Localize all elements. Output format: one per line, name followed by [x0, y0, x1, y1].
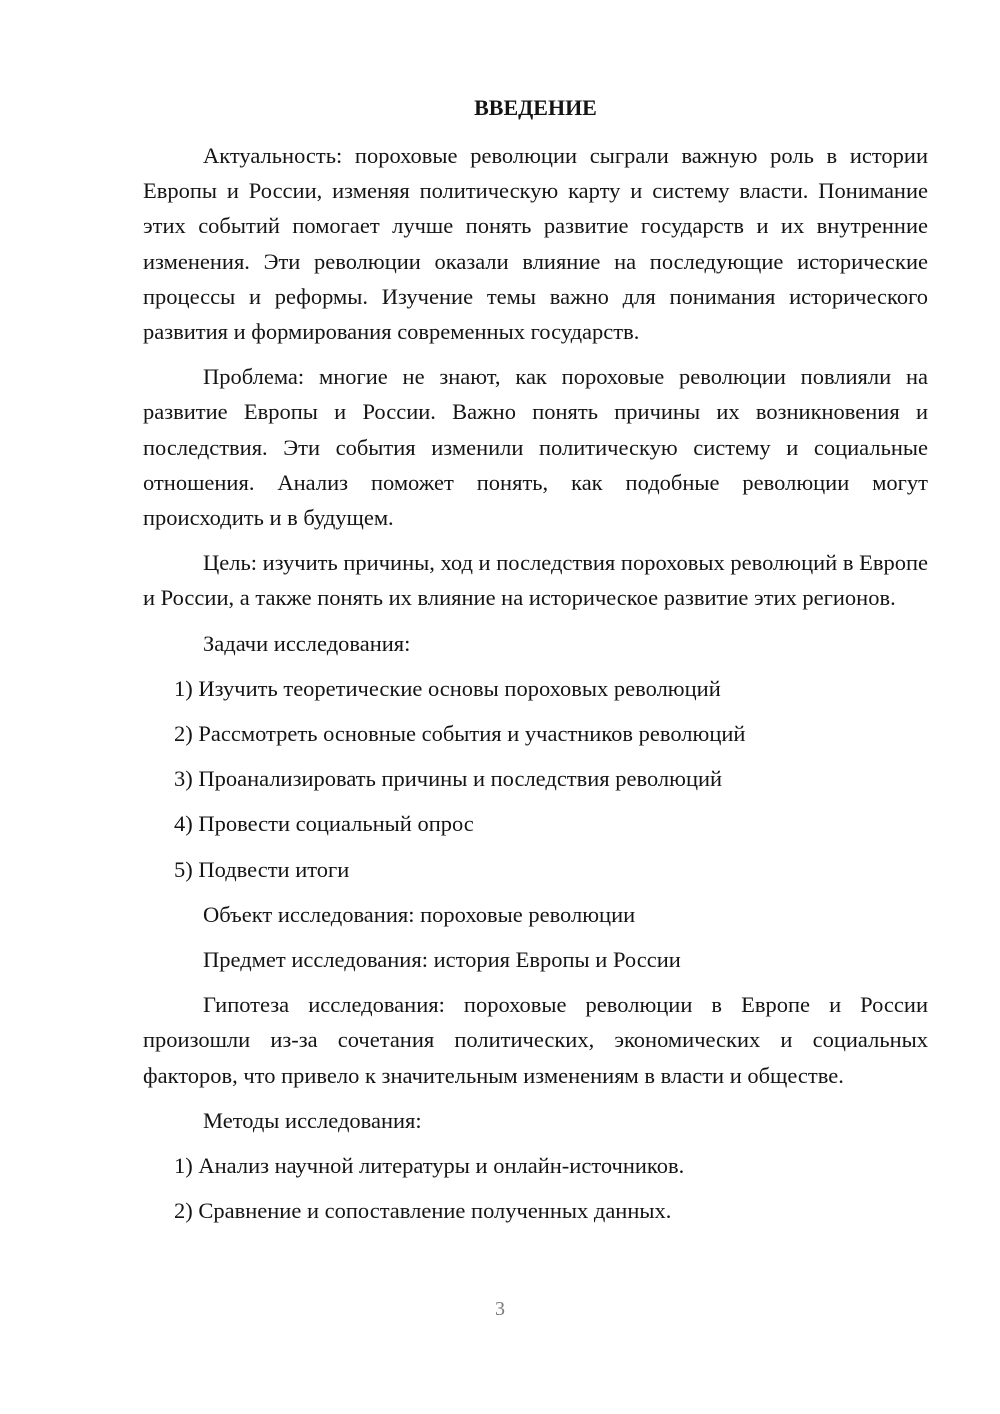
hypothesis-paragraph: Гипотеза исследования: пороховые революции в Европе и России произошли из-за сочетания политических, экономических и социальных факторов, что привело к значительным изменениям в власти и обществе.: [143, 992, 928, 1088]
task-item: 5) Подвести итоги: [174, 856, 350, 882]
task-item: 2) Рассмотреть основные события и участников революций: [174, 721, 746, 747]
research-subject: Предмет исследования: история Европы и России: [203, 947, 681, 973]
methods-list: [143, 1148, 928, 1228]
research-object: Объект исследования: пороховые революции: [203, 901, 636, 927]
goal-paragraph: Цель: изучить причины, ход и последствия пороховых революций в Европе и России, а также понять их влияние на историческое развитие этих регионов.: [143, 550, 928, 611]
tasks-heading: Задачи исследования:: [203, 630, 411, 656]
task-item: 1) Изучить теоретические основы пороховых революций: [174, 675, 721, 701]
relevance-paragraph: Актуальность: пороховые революции сыграли важную роль в истории Европы и России, изменяя политическую карту и систему власти. Понимание этих событий помогает лучше понять развитие государств и их внутренние изменения. Эти революции оказали влияние на последующие исторические процессы и реформы. Изучение темы важно для понимания исторического развития и формирования современных государств.: [143, 143, 928, 345]
document-page: [143, 92, 928, 1238]
page-number: 3: [495, 1298, 505, 1320]
problem-paragraph: Проблема: многие не знают, как пороховые революции повлияли на развитие Европы и России. Важно понять причины их возникновения и последствия. Эти события изменили политическую систему и социальные отношения. Анализ поможет понять, как подобные революции могут происходить и в будущем.: [143, 364, 928, 531]
methods-heading: Методы исследования:: [203, 1107, 422, 1133]
tasks-list: [143, 671, 928, 887]
method-item: 1) Анализ научной литературы и онлайн-источников.: [174, 1153, 685, 1179]
section-title: ВВЕДЕНИЕ: [474, 95, 597, 120]
method-item: 2) Сравнение и сопоставление полученных данных.: [174, 1198, 672, 1224]
task-item: 3) Проанализировать причины и последствия революций: [174, 766, 723, 792]
task-item: 4) Провести социальный опрос: [174, 811, 474, 837]
